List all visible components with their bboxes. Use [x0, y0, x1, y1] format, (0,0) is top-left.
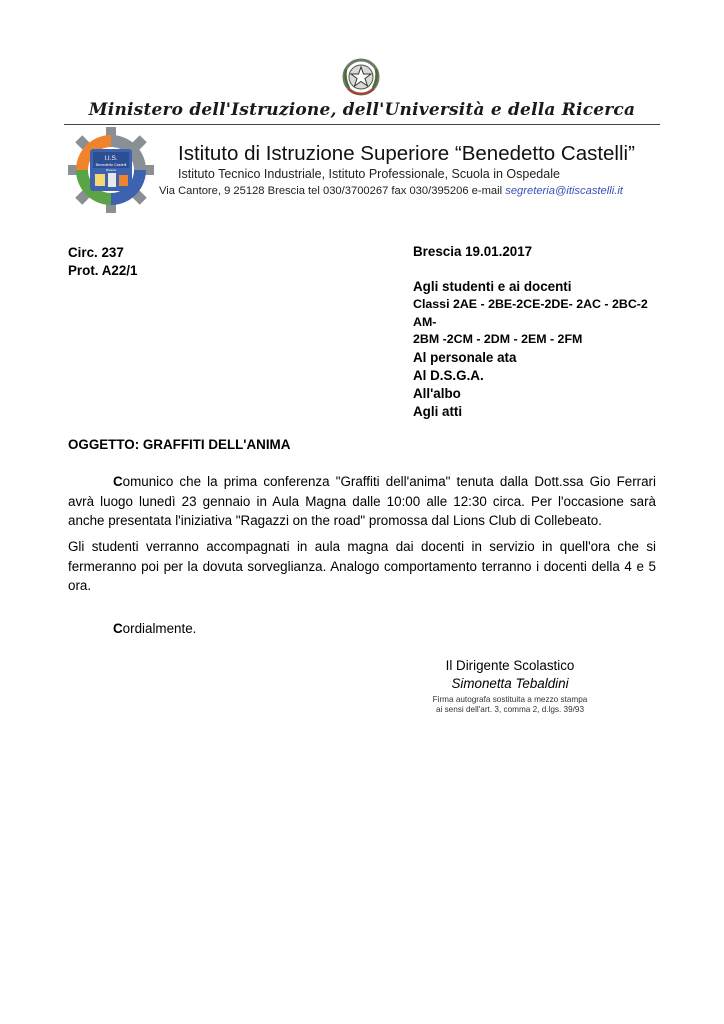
drop-initial: C [113, 621, 123, 636]
logo-text-iis: I.I.S. [104, 155, 118, 162]
school-address [159, 185, 623, 197]
signature-note [420, 695, 600, 715]
recipient-line: Al D.S.G.A. [413, 367, 484, 383]
republic-emblem-icon [340, 55, 382, 99]
logo-text-name: Benedetto Castelli [95, 163, 127, 167]
closing-line [113, 621, 196, 636]
drop-initial: C [113, 474, 123, 489]
signature-block [420, 657, 600, 715]
signer-role: Il Dirigente Scolastico [445, 658, 575, 673]
circular-reference [68, 244, 137, 280]
paragraph-text: omunico che la prima conferenza "Graffiti dell'anima" tenuta dalla Dott.ssa Gio Ferrari avrà luogo lunedì 23 gennaio in Aula Magna dalle 10:00 alle 12:30 circa. Per l'occasione sarà anche presentata l'iniziativa "Ragazzi on the road" promossa dal Lions Club di Collebeato. [68, 474, 656, 528]
document-date: Brescia 19.01.2017 [413, 244, 533, 259]
recipients-block [413, 278, 663, 421]
address-text: Via Cantore, 9 25128 Brescia tel 030/3700267 fax 030/395206 e-mail [159, 185, 506, 197]
protocol-number: Prot. A22/1 [68, 263, 138, 278]
recipient-classes-cont: 2BM -2CM - 2DM - 2EM - 2FM [413, 332, 583, 346]
circular-number: Circ. 237 [68, 245, 124, 260]
ministry-heading: Ministero dell'Istruzione, dell'Università e della Ricerca [88, 100, 636, 120]
email-link[interactable]: segreteria@itiscastelli.it [505, 185, 623, 197]
recipient-line: All'albo [413, 385, 461, 401]
signature-note-line: Firma autografa sostituita a mezzo stampa [432, 695, 588, 704]
logo-text-city: Brescia [105, 168, 117, 172]
signer-name: Simonetta Tebaldini [451, 676, 569, 691]
body-paragraph-2: Gli studenti verranno accompagnati in aula magna dai docenti in servizio in quell'ora che si fermeranno poi per la dovuta sorveglianza. Analogo comportamento terranno i docenti della 4 e 5 ora. [68, 539, 656, 593]
recipient-line: Agli atti [413, 403, 463, 419]
body-paragraph-1 [68, 472, 656, 531]
school-logo [66, 125, 156, 215]
subject-line: OGGETTO: GRAFFITI DELL'ANIMA [68, 437, 291, 452]
closing-text: ordialmente. [122, 621, 197, 636]
recipient-classes: Classi 2AE - 2BE-2CE-2DE- 2AC - 2BC-2 AM- [413, 297, 648, 329]
signature-note-line: ai sensi dell'art. 3, comma 2, d.lgs. 39/93 [435, 705, 585, 714]
recipient-line: Agli studenti e ai docenti [413, 279, 572, 294]
school-name: Istituto di Istruzione Superiore “Benedetto Castelli” [178, 142, 635, 165]
school-subtitle: Istituto Tecnico Industriale, Istituto Professionale, Scuola in Ospedale [178, 167, 560, 181]
recipient-line: Al personale ata [413, 349, 517, 365]
